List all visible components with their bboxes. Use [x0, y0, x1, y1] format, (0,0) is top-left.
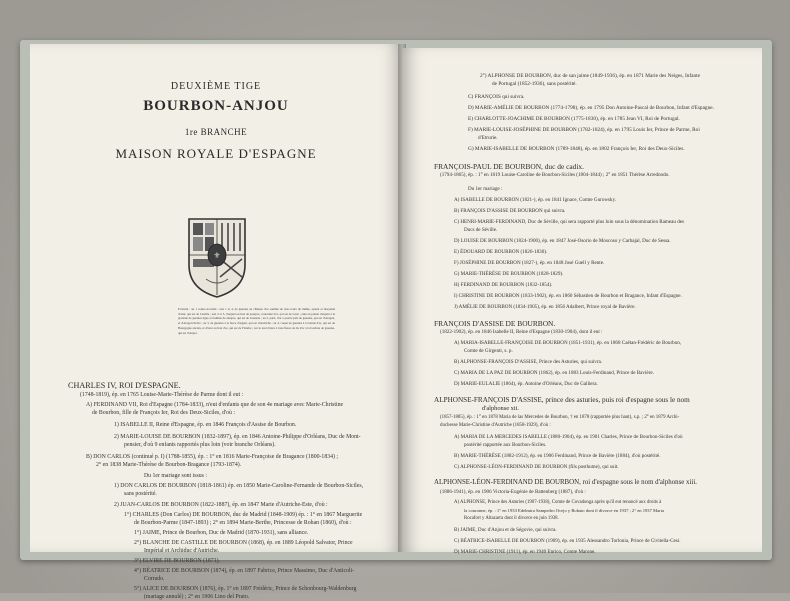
text-line: C) MARIA DE LA PAZ DE BOURBON (1862), ép. en 1883 Louis-Ferdinand, Prince de Bavière. [454, 370, 654, 376]
text-line: A) MARIA DE LA MERCEDES ISABELLE (1880-1904), ép. en 1901 Charles, Prince de Bourbon-Siciles d'où [454, 434, 683, 440]
text-line: A) FERDINAND VII, Roi d'Espagne (1784-1833), n'eut d'enfants que de son 4e mariage avec Marie-Christine [86, 402, 344, 408]
left-page [30, 44, 402, 600]
text-line: A) MARIA-ISABELLE-FRANÇOISE DE BOURBON (1851-1931), ép. en 1868 Caëtan-Frédéric de Bourbon, [454, 340, 682, 346]
arms-caption: Ecartelé : au 1 contre-écartelé : aux 1 et 4, de gueules au château d'or sommé de trois tours du même, ajouré et maçonné d'azur, qui est de Castille ; aux 2 et 3, d'argent au lion de pourpre, couronné d'or, qui est de Léon ; enté en pointe d'argent à la grenade de gueules tigée et feuillée de sinople, qui est de Grenade ; au 2, parti, d'or à quatre pals de gueules, qui est d'Aragon, et d'Aragon-Sicile ; au 3, de gueules à la fasce d'argent, qui est d'Autriche ; au 4, coupé de gueules à la bande d'or, qui est de Bourgogne ancien, et d'azur au lion d'or, qui est de Flandre ; sur le tout d'azur à trois fleurs de lis d'or à la bordure de gueules, qui est d'Anjou. [178, 307, 335, 335]
text-line: D) MARIE-AMÉLIE DE BOURBON (1774-1798), ép. en 1795 Don Antoine-Pascal de Bourbon, Infant d'Espagne. [468, 105, 714, 111]
text-line: de Portugal (1852-1936), sans postérité. [492, 81, 577, 87]
text-line: Corrado. [144, 576, 165, 582]
text-line: Ducs de Séville. [464, 227, 498, 233]
text-line: (1886-1941), ép. en 1906 Victoria-Eugénie de Battenberg (1887), d'où : [440, 489, 586, 495]
text-line: 1°) JAIME, Prince de Bourbon, Duc de Madrid (1870-1931), sans alliance. [134, 530, 309, 536]
charles-iv-heading: CHARLES IV, ROI D'ESPAGNE. [68, 381, 181, 390]
text-line: C) HENRI-MARIE-FERDINAND, Duc de Séville, qui sera rapporté plus loin sous la dénomination Rameau des [454, 219, 685, 225]
text-line: C) ALPHONSE-LÉON-FERDINAND DE BOURBON (fils posthume), qui suit. [454, 464, 619, 470]
text-line: pensier, d'où 9 enfants rapportés plus loin (voir branche Orléans). [124, 442, 276, 448]
text-line: sans postérité. [124, 491, 157, 497]
text-line: B) ALPHONSE-FRANÇOIS D'ASSISE, Prince des Asturies, qui suivra. [454, 359, 603, 365]
text-line: I) CHRISTINE DE BOURBON (1833-1902), ép. en 1860 Sébastien de Bourbon et Bragance, Infant d'Espagne. [454, 293, 682, 299]
text-line: J) AMÉLIE DE BOURBON (1834-1905), ép. en 1856 Adalbert, Prince royal de Bavière. [454, 304, 636, 310]
text-line: B) FRANÇOIS D'ASSISE DE BOURBON qui suivra. [454, 208, 566, 214]
branch-label: 1re BRANCHE [184, 127, 248, 137]
text-line: la couronne, ép. : 1° en 1933 Edelmira Sampedro Ocejo y Robato dont il divorce en 1937 ; 2° en 1937 Marta [464, 508, 665, 513]
text-line: H) FERDINAND DE BOURBON (1832-1854). [454, 282, 553, 288]
text-line: 5°) ALICE DE BOURBON (1876), ép. 1° en 1897 Frédéric, Prince de Schonbourg-Waldenburg [134, 586, 357, 592]
coat-of-arms-icon [186, 215, 248, 299]
title-house: BOURBON-ANJOU [143, 98, 289, 114]
text-line: (1748-1819), ép. en 1765 Louise-Marie-Thérèse de Parme dont il eut : [80, 392, 244, 398]
francois-assise-heading: FRANÇOIS D'ASSISE DE BOURBON. [434, 319, 556, 328]
text-line: B) JAIME, Duc d'Anjou et de Ségovie, qui suivra. [454, 527, 557, 533]
text-line: (1857-1885), ép. : 1° en 1878 Maria de las Mercedes de Bourbon, † en 1878 (rapportée plus haut), s.p. ; 2° en 1879 Archi- [440, 415, 680, 420]
text-line: E) CHARLOTTE-JOACHIME DE BOURBON (1775-1830), ép. en 1785 Jean VI, Roi de Portugal. [468, 116, 680, 122]
text-line: 2°) ALPHONSE DE BOURBON, duc de san jaime (1849-1936), ép. en 1871 Marie des Neiges, Infante [480, 73, 700, 79]
text-line: (mariage annulé) ; 2° en 1906 Lino del Prato. [144, 594, 250, 600]
text-line: C) BÉATRICE-ISABELLE DE BOURBON (1909), ép. en 1935 Alessandro Torlonia, Prince de Civitella-Cesi. [454, 538, 681, 544]
text-line: F) JOSÉPHINE DE BOURBON (1827-), ép. en 1848 José Guell y Rente. [454, 260, 605, 266]
text-line: postérité rapportée aux Bourbon-Siciles. [464, 442, 547, 448]
text-line: B) MARIE-THÉRÈSE (1882-1912), ép. en 1906 Ferdinand, Prince de Bavière (1884), d'où postérité. [454, 453, 661, 459]
text-line: G) MARIE-THÉRÈSE DE BOURBON (1828-1829). [454, 271, 564, 277]
text-line: A) ISABELLE DE BOURBON (1821-), ép. en 1841 Ignace, Comte Gurowsky. [454, 197, 617, 203]
text-line: 1°) CHARLES (Don Carlos) DE BOURBON, duc de Madrid (1848-1909) ép. : 1° en 1867 Marguerite [124, 512, 363, 518]
text-line: Rocafort y Altazarra dont il divorce en juin 1938. [464, 516, 559, 521]
text-line: Du 1er mariage : [468, 186, 503, 192]
text-line: D) MARIE-EULALIE (1864), ép. Antoine d'Orléans, Duc de Galliera. [454, 381, 598, 387]
text-line: C) FRANÇOIS qui suivra. [468, 94, 525, 100]
right-page [402, 48, 762, 555]
text-line: Comte de Girgenti, s. p. [464, 348, 513, 354]
alphonse-xiii-heading: ALPHONSE-LÉON-FERDINAND DE BOURBON, roi d'espagne sous le nom d'alphonse xiii. [434, 479, 697, 486]
text-line: 2) MARIE-LOUISE DE BOURBON (1832-1897), ép. en 1846 Antoine-Philippe d'Orléans, Duc de Mont- [114, 434, 361, 440]
text-line: Impérial et Archiduc d'Autriche. [144, 548, 220, 554]
text-line: duchesse Marie-Christine d'Autriche (1858-1929), d'où : [440, 423, 551, 428]
title-tige: DEUXIÈME TIGE [170, 81, 262, 92]
text-line: d'Etrurie. [478, 135, 498, 141]
alphonse-xii-heading-cont: d'alphonse xii. [482, 405, 520, 412]
text-line: F) MARIE-LOUISE-JOSÉPHINE DE BOURBON (1782-1824), ép. en 1795 Louis Ier, Prince de Parme, Roi [468, 127, 700, 133]
text-line: 2°) BLANCHE DE CASTILLE DE BOURBON (1868), ép. en 1889 Léopold Salvator, Prince [134, 540, 353, 546]
text-line: A) ALPHONSE, Prince des Asturies (1907-1938), Comte de Covadonga après qu'il eut renoncé aux droits à [454, 500, 662, 505]
text-line: 2° en 1838 Marie-Thérèse de Bourbon-Bragance (1793-1874). [96, 462, 242, 468]
francois-paul-heading: FRANÇOIS-PAUL DE BOURBON, duc de cadix. [434, 162, 584, 171]
text-line: de Bourbon-Parme (1847-1893) ; 2° en 1894 Marie-Berthe, Princesse de Rohan (1860), d'où : [134, 520, 352, 526]
svg-text:⚜: ⚜ [213, 251, 221, 260]
text-line: G) MARIE-ISABELLE DE BOURBON (1789-1848), ép. en 1802 François Ier, Roi des Deux-Siciles. [468, 146, 685, 152]
text-line: B) DON CARLOS (continué p. I) (1788-1855), ép. : 1° en 1816 Marie-Françoise de Bragance (1800-1834) ; [86, 454, 339, 460]
text-line: 4°) BÉATRICE DE BOURBON (1874), ép. en 1897 Fabrice, Prince Massimo, Duc d'Anticoli- [134, 568, 355, 574]
text-line: (1794-1865), ép. : 1° en 1819 Louise-Caroline de Bourbon-Siciles (1804-1844) ; 2° en 1851 Thérèse Arredondo. [440, 172, 670, 178]
text-line: Du 1er mariage sont issus : [144, 473, 207, 479]
alphonse-xii-heading: ALPHONSE-FRANÇOIS D'ASSISE, prince des asturies, puis roi d'espagne sous le nom [434, 396, 690, 404]
text-line: 3°) ELVIRE DE BOURBON (1871). [134, 558, 220, 564]
text-line: 1) ISABELLE II, Reine d'Espagne, ép. en 1846 François d'Assise de Bourbon. [114, 422, 297, 428]
text-line: (1822-1902), ép. en 1846 Isabelle II, Reine d'Espagne (1830-1904), dont il eut : [440, 329, 603, 335]
text-line: 1) DON CARLOS DE BOURBON (1818-1861) ép. en 1850 Marie-Caroline-Fernande de Bourbon-Siciles, [114, 483, 364, 489]
text-line: D) MARIE-CHRISTINE (1911), ép. en 1940 Enrico, Comte Marone. [454, 549, 596, 555]
text-line: de Bourbon, fille de François Ier, Roi des Deux-Siciles, d'où : [92, 410, 235, 416]
text-line: 2) JUAN-CARLOS DE BOURBON (1822-1887), ép. en 1847 Marie d'Autriche-Este, d'où : [114, 502, 328, 508]
text-line: D) LOUISE DE BOURBON (1824-1900), ép. en 1847 José-Osorio de Moscoso y Carbajal, Duc de Sessa. [454, 238, 671, 244]
text-line: E) ÉDOUARD DE BOURBON (1826-1830). [454, 249, 548, 255]
maison-title: MAISON ROYALE D'ESPAGNE [115, 146, 317, 161]
